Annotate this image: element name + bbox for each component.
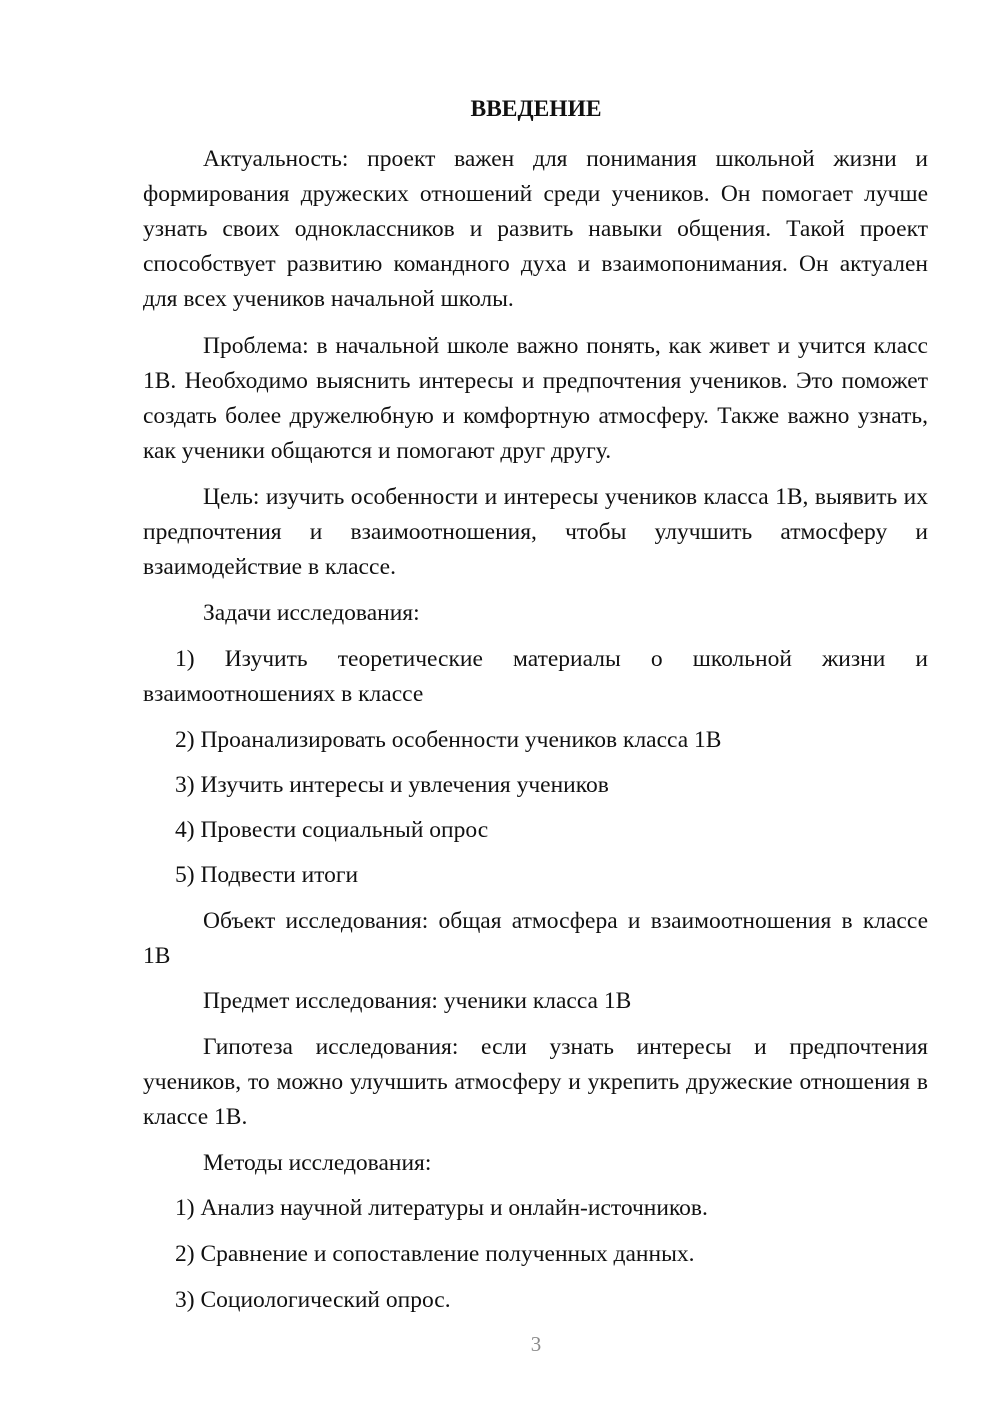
- object-paragraph: Объект исследования: общая атмосфера и взаимоотношения в классе 1В: [143, 908, 928, 969]
- problem-paragraph: Проблема: в начальной школе важно понять, как живет и учится класс 1В. Необходимо выяснить интересы и предпочтения учеников. Это поможет создать более дружелюбную и комфортную атмосферу. Также важно узнать, как ученики общаются и помогают друг другу.: [143, 333, 928, 464]
- task-item: 1) Изучить теоретические материалы о школьной жизни и взаимоотношениях в классе: [143, 646, 928, 707]
- task-item: 2) Проанализировать особенности учеников класса 1В: [175, 727, 722, 753]
- page-number: 3: [530, 1332, 542, 1356]
- page-title: ВВЕДЕНИЕ: [470, 96, 602, 122]
- relevance-paragraph: Актуальность: проект важен для понимания школьной жизни и формирования дружеских отношений среди учеников. Он помогает лучше узнать своих одноклассников и развить навыки общения. Такой проект способствует развитию командного духа и взаимопонимания. Он актуален для всех учеников начальной школы.: [143, 146, 928, 312]
- subject-paragraph: Предмет исследования: ученики класса 1В: [203, 988, 632, 1014]
- method-item: 2) Сравнение и сопоставление полученных данных.: [175, 1241, 695, 1267]
- task-item: 3) Изучить интересы и увлечения учеников: [175, 772, 609, 798]
- method-item: 1) Анализ научной литературы и онлайн-источников.: [175, 1195, 708, 1221]
- goal-paragraph: Цель: изучить особенности и интересы учеников класса 1В, выявить их предпочтения и взаимоотношения, чтобы улучшить атмосферу и взаимодействие в классе.: [143, 484, 928, 580]
- tasks-heading: Задачи исследования:: [203, 600, 420, 626]
- hypothesis-paragraph: Гипотеза исследования: если узнать интересы и предпочтения учеников, то можно улучшить атмосферу и укрепить дружеские отношения в классе 1В.: [143, 1034, 928, 1130]
- task-item: 5) Подвести итоги: [175, 862, 359, 888]
- methods-heading: Методы исследования:: [203, 1150, 432, 1176]
- method-item: 3) Социологический опрос.: [175, 1287, 451, 1313]
- task-item: 4) Провести социальный опрос: [175, 817, 489, 843]
